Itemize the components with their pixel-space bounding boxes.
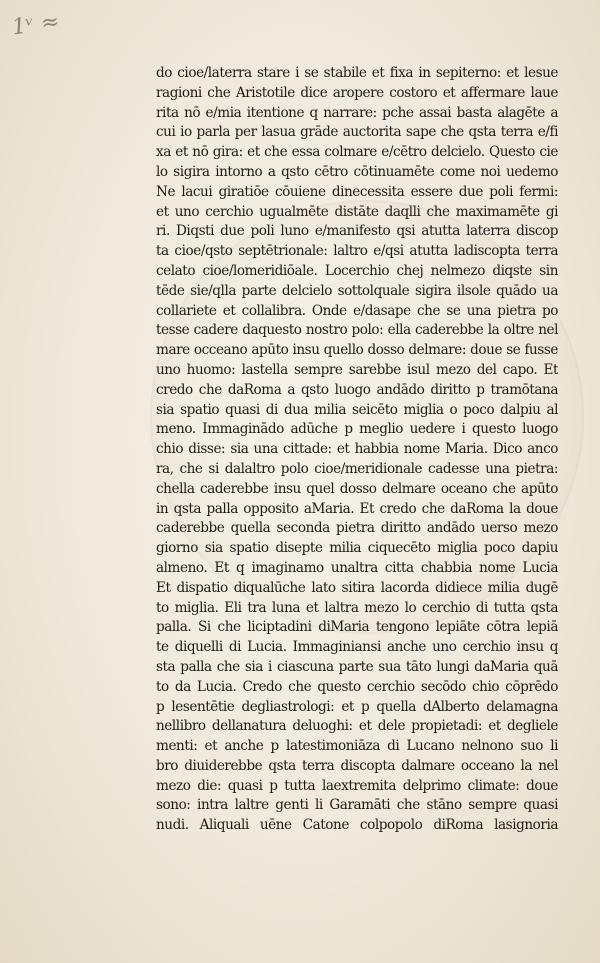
text-line: Et dispatio diqualūche lato sitira lacorda didiece milia dugē [156,579,558,596]
text-line: p lesentētie degliastrologi: et p quella dAlberto delamagna [156,698,558,715]
text-line: mare occeano apūto insu quello dosso delmare: doue se fusse [156,342,558,359]
text-line: sta palla che sia i ciascuna parte sua tāto lungi daMaria quā [156,658,558,675]
text-line: chella caderebbe insu quel dosso delmare oceano che apūto [156,480,558,497]
text-line: ragioni che Aristotile dice aropere costoro et affermare laue [156,84,558,101]
text-line: nudi. Aliquali uēne Catone colpopolo diRoma lasignoria [156,817,558,834]
text-line: et uno cerchio ugualmēte distāte daqlli che maximamēte gi [156,203,558,220]
text-line: meno. Immaginādo adūche p meglio uedere i questo luogo [156,421,558,438]
text-line: tēde sie/qlla parte delcielo sottolquale sigira ilsole quādo ua [156,282,558,299]
text-line: sono: intra laltre genti li Garamāti che stāno sempre quasi [156,797,558,814]
text-line: to miglia. Eli tra luna et laltra mezo lo cerchio di tutta qsta [156,599,558,616]
text-line: sia spatio quasi di dua milia seicēto miglia o poco dalpiu al [156,401,558,418]
text-line: mezo die: quasi p tutta laextremita delprimo climate: doue [156,777,558,794]
text-line: in qsta palla opposito aMaria. Et credo che daRoma la doue [156,500,558,517]
text-line: nellibro dellanatura deluoghi: et dele propietadi: et degliele [156,718,558,735]
text-line: credo che daRoma a qsto luogo andādo diritto p tramōtana [156,381,558,398]
text-line: xa et nō gira: et che essa colmare e/cētro delcielo. Questo cie [156,144,558,161]
text-line: tesse cadere daquesto nostro polo: ella caderebbe la oltre nel [156,322,558,339]
text-line: Ne lacui giratiōe cōuiene dinecessita essere due poli fermi: [156,183,558,200]
text-line: to da Lucia. Credo che questo cerchio secōdo chio cōprēdo [156,678,558,695]
text-line: ta cioe/qsto septētrionale: laltro e/qsi atutta ladiscopta terra [156,243,558,260]
text-line: caderebbe quella seconda pietra diritto andādo uerso mezo [156,520,558,537]
text-line: palla. Si che liciptadini diMaria tengono lepiāte cōtra lepiā [156,619,558,636]
text-line: lo sigira intorno a qsto cētro cōtinuamēte come noi uedemo [156,163,558,180]
text-line: bro diuiderebbe qsta terra discopta dalmare occeano la nel [156,757,558,774]
text-line: do cioe/laterra stare i se stabile et fixa in sepiterno: et lesue [156,65,558,81]
text-line: ra, che si dalaltro polo cioe/meridionale cadesse una pietra: [156,460,558,477]
text-line: celato cioe/lomeridiōale. Locerchio chej nelmezo diqste sin [156,262,558,279]
text-line: menti: et anche p latestimoniāza di Lucano nelnono suo li [156,738,558,755]
folio-mark: 1ᵛ ≈ [10,9,62,41]
text-line: te diquelli di Lucia. Immaginiansi anche uno cerchio insu q [156,639,558,656]
text-block [156,64,558,836]
text-line: uno huomo: lastella sempre sarebbe isul mezo del capo. Et [156,361,558,378]
text-line: cui io parla per lasua grāde auctorita sape che qsta terra e/fi [156,124,558,141]
text-line: collariete et collalibra. Onde e/dasape che se una pietra po [156,302,558,319]
text-line: rita nō e/mia itentione q narrare: pche assai basta alagēte a [156,104,558,121]
text-line: ri. Diqsti due poli luno e/manifesto qsi atutta laterra discop [156,223,558,240]
text-line: almeno. Et q imaginamo unaltra citta chabbia nome Lucia [156,559,558,576]
text-line: giorno sia spatio disepte milia ciquecēto miglia poco dapiu [156,540,558,557]
text-line: chio disse: sia una cittade: et habbia nome Maria. Dico anco [156,441,558,458]
